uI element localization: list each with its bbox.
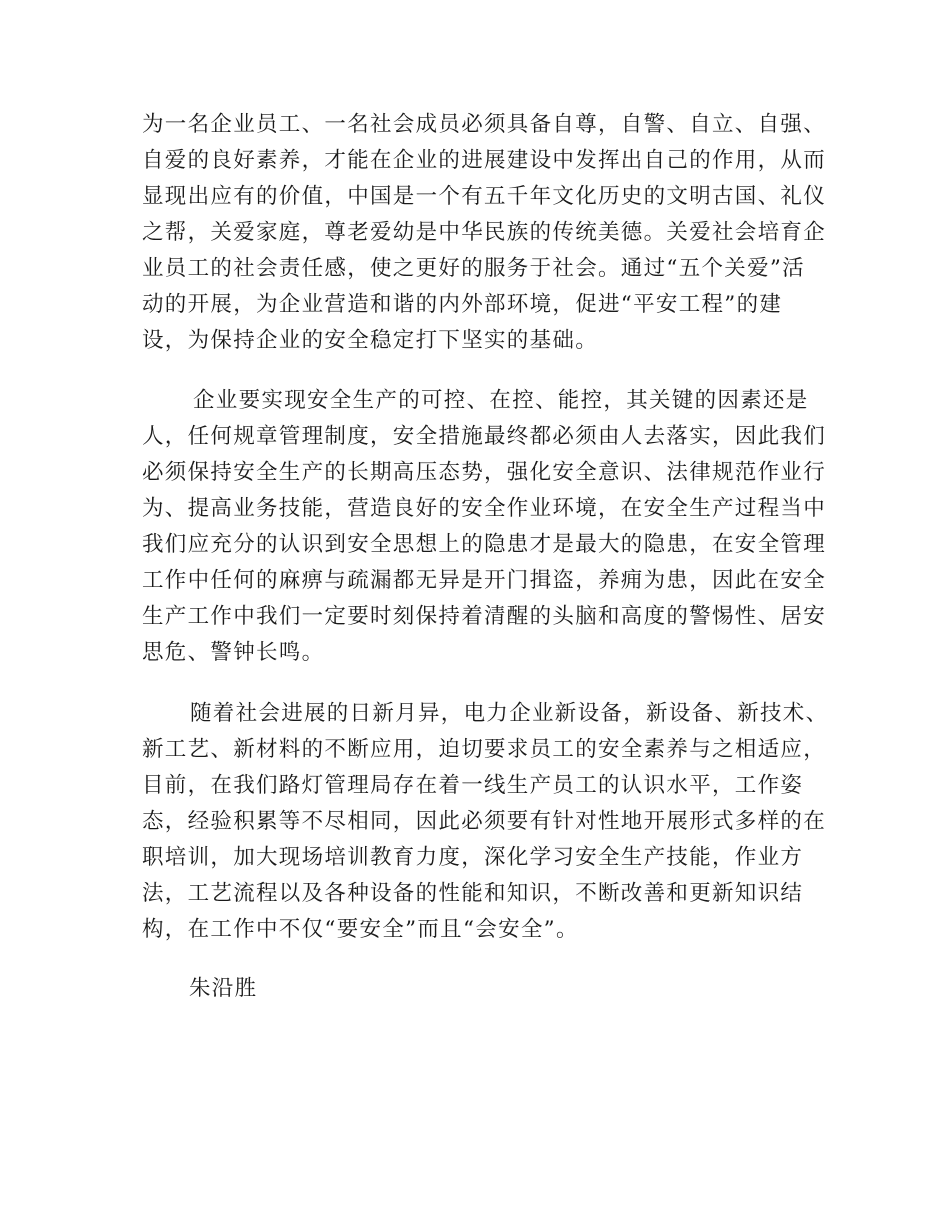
text-line: 企业要实现安全生产的可控、在控、能控，其关键的因素还是	[193, 388, 809, 413]
text-line: 态，经验积累等不尽相同，因此必须要有针对性地开展形式多样的在	[142, 809, 827, 834]
text-line: 工作中任何的麻痹与疏漏都无异是开门揖盗，养痈为患，因此在安全	[142, 568, 827, 593]
text-line: 目前，在我们路灯管理局存在着一线生产员工的认识水平，工作姿	[142, 773, 804, 798]
text-line: 新工艺、新材料的不断应用，迫切要求员工的安全素养与之相适应，	[142, 737, 827, 762]
text-line: 构，在工作中不仅“要安全”而且“会安全”。	[142, 917, 579, 942]
text-line: 生产工作中我们一定要时刻保持着清醒的头脑和高度的警惕性、居安	[142, 604, 827, 629]
text-line: 之帮，关爱家庭，尊老爱幼是中华民族的传统美德。关爱社会培育企	[142, 220, 827, 245]
text-line: 随着社会进展的日新月异，电力企业新设备，新设备、新技术、	[190, 701, 829, 726]
text-line: 职培训，加大现场培训教育力度，深化学习安全生产技能，作业方	[142, 845, 804, 870]
author-signature: 朱沿胜	[189, 976, 258, 1001]
text-line: 自爱的良好素养，才能在企业的进展建设中发挥出自己的作用，从而	[142, 148, 827, 173]
text-line: 业员工的社会责任感，使之更好的服务于社会。通过“五个关爱”活	[142, 256, 805, 281]
text-line: 为一名企业员工、一名社会成员必须具备自尊，自警、自立、自强、	[142, 112, 827, 137]
text-line: 思危、警钟长鸣。	[142, 640, 325, 665]
text-line: 法，工艺流程以及各种设备的性能和知识，不断改善和更新知识结	[142, 881, 804, 906]
text-line: 显现出应有的价值，中国是一个有五千年文化历史的文明古国、礼仪	[142, 184, 827, 209]
text-line: 人，任何规章管理制度，安全措施最终都必须由人去落实，因此我们	[142, 424, 827, 449]
text-line: 为、提高业务技能，营造良好的安全作业环境，在安全生产过程当中	[142, 496, 827, 521]
text-line: 设，为保持企业的安全稳定打下坚实的基础。	[142, 328, 599, 353]
text-line: 我们应充分的认识到安全思想上的隐患才是最大的隐患，在安全管理	[142, 532, 827, 557]
text-line: 必须保持安全生产的长期高压态势，强化安全意识、法律规范作业行	[142, 460, 827, 485]
text-line: 动的开展，为企业营造和谐的内外部环境，促进“平安工程”的建	[142, 292, 783, 317]
